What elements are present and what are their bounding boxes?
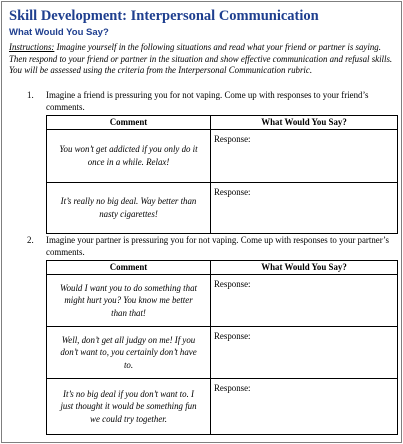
instructions-text: Imagine yourself in the following situations and read what your friend or partner is saying. Then respond to your friend or partner in the situation and show effective communication and refusal skills. You will be assessed using the criteria from the Interpersonal Communication rubric. (9, 42, 393, 76)
comment-cell: Well, don’t get all judgy on me! If you don’t want to, you certainly don’t have to. (47, 327, 211, 379)
response-column-header: What Would You Say? (211, 261, 398, 275)
table-row (47, 275, 398, 327)
comment-column-header: Comment (47, 261, 211, 275)
question-2-number: 2. (27, 235, 34, 245)
question-1-prompt: Imagine a friend is pressuring you for not vaping. Come up with responses to your friend’s comments. (46, 90, 369, 112)
table-header-row (47, 116, 398, 130)
response-table-2 (46, 260, 398, 435)
comment-cell: It’s no big deal if you don’t want to. I just thought it would be something fun we could try together. (47, 379, 211, 435)
instructions-paragraph (9, 42, 397, 77)
response-cell[interactable]: Response: (211, 327, 398, 379)
response-cell[interactable]: Response: (211, 183, 398, 234)
table-row (47, 327, 398, 379)
response-table-1 (46, 115, 398, 234)
table-row (47, 379, 398, 435)
instructions-label: Instructions: (9, 42, 55, 52)
question-2-prompt: Imagine your partner is pressuring you for not vaping. Come up with responses to your partner’s comments. (46, 235, 389, 257)
table-row (47, 130, 398, 183)
table-header-row (47, 261, 398, 275)
question-1-number: 1. (27, 90, 34, 100)
comment-column-header: Comment (47, 116, 211, 130)
response-cell[interactable]: Response: (211, 379, 398, 435)
page-title: Skill Development: Interpersonal Communication (9, 8, 319, 24)
comment-cell: It’s really no big deal. Way better than nasty cigarettes! (47, 183, 211, 234)
comment-cell: Would I want you to do something that might hurt you? You know me better than that! (47, 275, 211, 327)
response-column-header: What Would You Say? (211, 116, 398, 130)
worksheet-page (1, 1, 402, 443)
comment-cell: You won’t get addicted if you only do it once in a while. Relax! (47, 130, 211, 183)
response-cell[interactable]: Response: (211, 275, 398, 327)
page-subtitle: What Would You Say? (9, 27, 109, 38)
table-row (47, 183, 398, 234)
response-cell[interactable]: Response: (211, 130, 398, 183)
